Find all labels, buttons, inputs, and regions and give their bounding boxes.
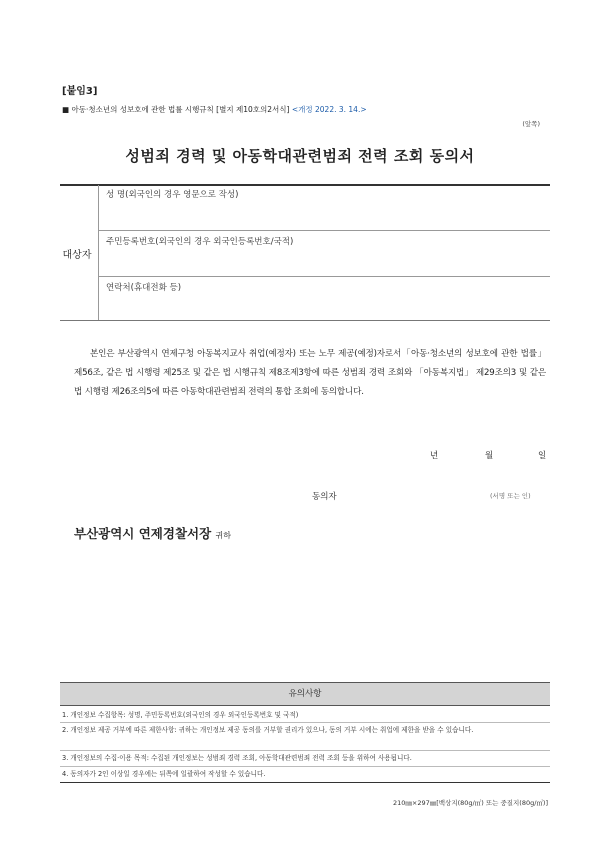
paper-spec: 210㎜×297㎜[백상지(80g/㎡) 또는 중질지(80g/㎡)] [392,799,548,807]
form-title: 성범죄 경력 및 아동학대관련범죄 전력 조회 동의서 [125,147,475,165]
resident-number-field[interactable]: 주민등록번호(외국인의 경우 외국인등록번호/국적) [106,237,294,247]
consent-statement: 본인은 부산광역시 연제구청 아동복지교사 취업(예정자) 또는 노무 제공(예정)자로서「아동·청소년의 성보호에 관한 법률」 제56조, 같은 법 시행령 제25조 및 같은 법 시행규칙 제8조제3항에 따른 성범죄 경력 조회와 「아동복지법」 제29조의3 및 같은 법 시행령 제26조의5에 따른 아동학대관련범죄 전력의 통합 조회에 동의합니다. [74,349,546,397]
date-day-label: 일 [538,451,547,461]
caution-divider [60,766,550,767]
attachment-label: [붙임3] [62,86,98,97]
date-month-label: 월 [485,451,494,461]
law-reference-text: ■ 아동·청소년의 성보호에 관한 법률 시행규칙 [별지 제10호의2서식] [62,105,290,114]
caution-divider [60,722,550,723]
date-year-label: 년 [430,451,439,461]
law-reference [62,104,367,115]
table-row-divider [98,276,550,277]
cautions-title: 유의사항 [60,682,550,706]
table-top-border [60,184,550,186]
contact-field[interactable]: 연락처(휴대전화 등) [106,283,182,293]
name-field[interactable]: 성 명(외국인의 경우 영문으로 작성) [106,190,239,200]
subject-label: 대상자 [62,250,92,261]
signature-field[interactable]: (서명 또는 인) [490,492,531,500]
table-bottom-border [60,320,550,321]
recipient-name: 부산광역시 연제경찰서장 [74,526,212,541]
recipient-suffix: 귀하 [215,531,232,540]
caution-item: 2. 개인정보 제공 거부에 따른 제한사항: 귀하는 개인정보 제공 동의를 거부할 권리가 있으나, 동의 거부 시에는 취업에 제한을 받을 수 있습니다. [62,726,474,734]
table-row-divider [98,230,550,231]
caution-item: 1. 개인정보 수집항목: 성명, 주민등록번호(외국인의 경우 외국인등록번호 및 국적) [62,711,299,719]
caution-item: 4. 동의자가 2인 이상일 경우에는 뒤쪽에 일괄하여 작성할 수 있습니다. [62,770,266,778]
caution-divider [60,750,550,751]
caution-item: 3. 개인정보의 수집·이용 목적: 수집된 개인정보는 성범죄 경력 조회, 아동학대관련범죄 전력 조회 등을 위하여 사용됩니다. [62,754,412,762]
front-side-note: (앞쪽) [522,120,540,128]
table-column-divider [98,185,99,320]
recipient [74,524,231,542]
revision-date: <개정 2022. 3. 14.> [291,105,367,114]
cautions-bottom-border [60,782,550,783]
consenter-label: 동의자 [312,492,337,502]
